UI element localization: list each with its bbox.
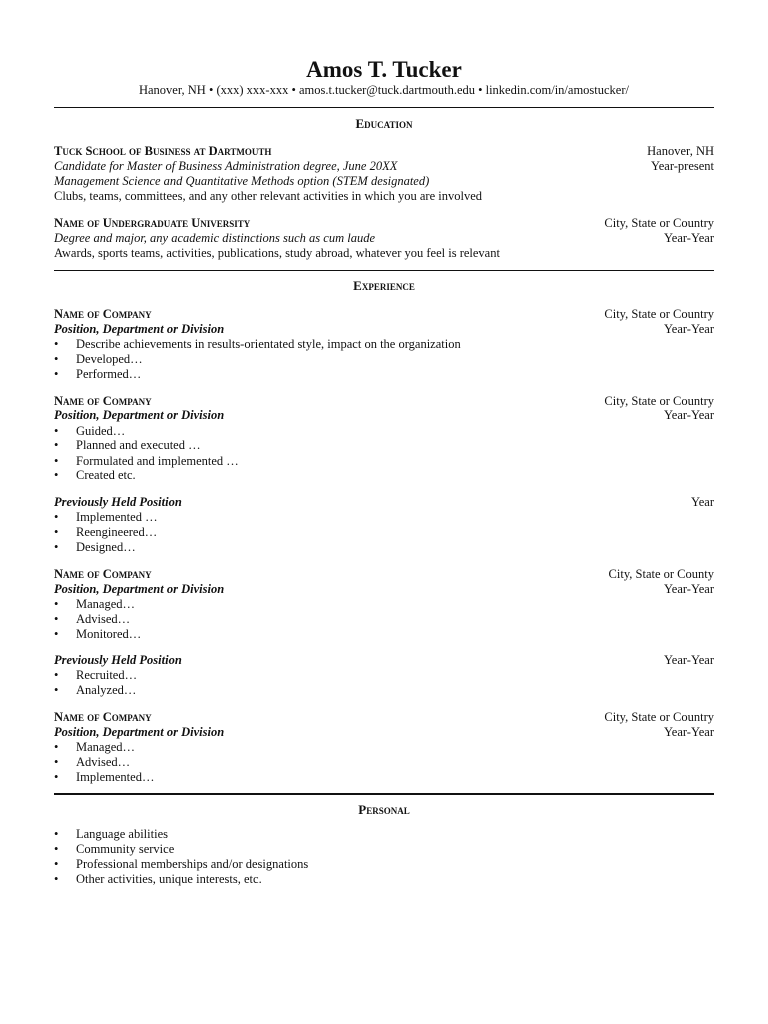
list-item: • Designed… (54, 540, 136, 554)
bullet-icon: • (54, 337, 59, 351)
bullet-icon: • (54, 627, 59, 641)
position-title: Position, Department or Division (54, 408, 225, 422)
bullet-icon: • (54, 438, 59, 452)
list-item: • Advised… (54, 612, 131, 626)
position-date: Year-Year (664, 725, 714, 739)
education-divider (54, 270, 714, 271)
bullet-icon: • (54, 468, 59, 482)
experience-entry-4-position (54, 582, 714, 597)
list-item: • Reengineered… (54, 525, 158, 539)
company-location: City, State or Country (604, 710, 714, 724)
degree-line: Degree and major, any academic distinctions such as cum laude (54, 231, 376, 245)
list-item: • Advised… (54, 755, 131, 769)
school-location: Hanover, NH (647, 144, 714, 158)
list-item: • Other activities, unique interests, etc. (54, 872, 262, 886)
awards-line: Awards, sports teams, activities, publications, study abroad, whatever you feel is relevant (54, 246, 500, 260)
education-entry-1-activities (54, 189, 714, 204)
header-divider (54, 107, 714, 108)
list-item: • Guided… (54, 424, 126, 438)
position-title: Position, Department or Division (54, 582, 225, 596)
experience-heading: Experience (353, 278, 415, 293)
education-entry-2-degree (54, 231, 714, 246)
position-title: Position, Department or Division (54, 725, 225, 739)
bullet-icon: • (54, 597, 59, 611)
bullet-icon: • (54, 454, 59, 468)
bullet-icon: • (54, 827, 59, 841)
position-title: Previously Held Position (54, 653, 182, 667)
list-item: • Implemented… (54, 770, 155, 784)
education-entry-1-header (54, 144, 714, 159)
bullet-icon: • (54, 510, 59, 524)
education-date: Year-Year (664, 231, 714, 245)
bullet-icon: • (54, 770, 59, 784)
contact-line: Hanover, NH • (xxx) xxx-xxx • amos.t.tucker@tuck.dartmouth.edu • linkedin.com/in/amostucker/ (138, 83, 629, 97)
bullet-icon: • (54, 842, 59, 856)
bullet-icon: • (54, 540, 59, 554)
education-entry-1-degree (54, 159, 714, 174)
company-location: City, State or Country (604, 307, 714, 321)
list-item: • Planned and executed … (54, 438, 201, 452)
position-date: Year-Year (664, 322, 714, 336)
education-entry-2-awards (54, 246, 714, 261)
list-item: • Describe achievements in results-orientated style, impact on the organization (54, 337, 461, 351)
option-line: Management Science and Quantitative Methods option (STEM designated) (54, 174, 430, 188)
company-name: Name of Company (54, 394, 152, 408)
experience-entry-6-header (54, 710, 714, 725)
bullet-icon: • (54, 525, 59, 539)
bullet-icon: • (54, 872, 59, 886)
bullet-icon: • (54, 424, 59, 438)
school-name: Tuck School of Business at Dartmouth (54, 144, 272, 158)
degree-line: Candidate for Master of Business Administration degree, June 20XX (54, 159, 398, 173)
list-item: • Developed… (54, 352, 143, 366)
education-heading: Education (355, 116, 413, 131)
bullet-icon: • (54, 612, 59, 626)
bullet-icon: • (54, 683, 59, 697)
experience-entry-2-position (54, 408, 714, 423)
bullet-icon: • (54, 352, 59, 366)
bullet-icon: • (54, 740, 59, 754)
experience-entry-1-position (54, 322, 714, 337)
education-entry-1-option (54, 174, 714, 189)
experience-entry-4-header (54, 567, 714, 582)
experience-entry-3-position (54, 495, 714, 510)
position-date: Year-Year (664, 408, 714, 422)
list-item: • Professional memberships and/or designations (54, 857, 309, 871)
list-item: • Managed… (54, 597, 136, 611)
company-name: Name of Company (54, 710, 152, 724)
list-item: • Monitored… (54, 627, 142, 641)
position-date: Year-Year (664, 653, 714, 667)
bullet-icon: • (54, 367, 59, 381)
school-name: Name of Undergraduate University (54, 216, 251, 230)
activities-line: Clubs, teams, committees, and any other relevant activities in which you are involved (54, 189, 483, 203)
company-location: City, State or Country (604, 394, 714, 408)
list-item: • Analyzed… (54, 683, 137, 697)
company-location: City, State or County (608, 567, 714, 581)
list-item: • Created etc. (54, 468, 136, 482)
education-entry-2-header (54, 216, 714, 231)
company-name: Name of Company (54, 567, 152, 581)
list-item: • Formulated and implemented … (54, 454, 239, 468)
list-item: • Recruited… (54, 668, 138, 682)
experience-entry-2-header (54, 394, 714, 409)
position-date: Year-Year (664, 582, 714, 596)
list-item: • Performed… (54, 367, 142, 381)
education-date: Year-present (650, 159, 714, 173)
personal-heading: Personal (358, 802, 410, 817)
position-title: Position, Department or Division (54, 322, 225, 336)
bullet-icon: • (54, 857, 59, 871)
experience-entry-5-position (54, 653, 714, 668)
position-date: Year (690, 495, 714, 509)
company-name: Name of Company (54, 307, 152, 321)
experience-entry-1-header (54, 307, 714, 322)
list-item: • Language abilities (54, 827, 168, 841)
list-item: • Implemented … (54, 510, 158, 524)
position-title: Previously Held Position (54, 495, 182, 509)
school-location: City, State or Country (604, 216, 714, 230)
bullet-icon: • (54, 755, 59, 769)
bullet-icon: • (54, 668, 59, 682)
list-item: • Managed… (54, 740, 136, 754)
resume-name: Amos T. Tucker (306, 57, 462, 82)
experience-entry-6-position (54, 725, 714, 740)
experience-divider (54, 793, 714, 795)
list-item: • Community service (54, 842, 175, 856)
